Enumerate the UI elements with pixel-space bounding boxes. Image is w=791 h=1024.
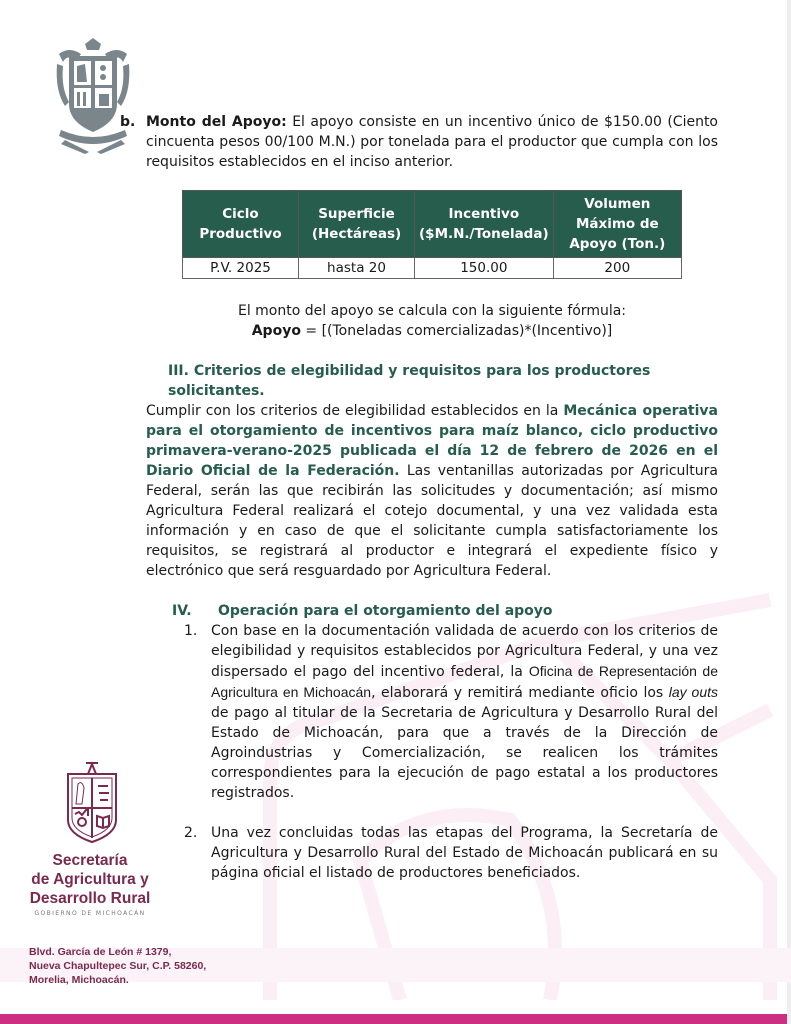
- section-3-title: III. Criterios de elegibilidad y requisitos para los productores solicitantes.: [168, 363, 651, 399]
- section-4-title: Operación para el otorgamiento del apoyo: [218, 603, 553, 619]
- list-item: [146, 621, 718, 803]
- org-line: de Agricultura y: [31, 871, 149, 888]
- header-incentivo: Incentivo ($M.N./Tonelada): [415, 191, 554, 258]
- footer-color-bar: [0, 1014, 787, 1024]
- org-line: Desarrollo Rural: [29, 890, 151, 907]
- step-1-text-c: de pago al titular de la Secretaria de Agricultura y Desarrollo Rural del Estado de Michoacán, para que a través de la Dirección de Agroindustrias y Comercialización, se realicen los trámites correspondientes para la ejecución de pago estatal a los productores registrados.: [211, 705, 718, 801]
- list-marker: b.: [120, 114, 136, 130]
- section-4-heading: [172, 601, 718, 621]
- step-1-text-b: , elaborará y remitirá mediante oficio los: [371, 685, 669, 701]
- step-1-text-a: Con base en la documentación validada de acuerdo con los criterios de elegibilidad y requisitos establecidos por Agricultura Federal, y una vez dispersado el pago del incentivo federal, la: [211, 623, 718, 680]
- header-volumen-maximo: Volumen Máximo de Apoyo (Ton.): [553, 191, 681, 258]
- support-amount-text: El apoyo consiste en un incentivo único de $150.00 (Ciento cincuenta pesos 00/100 M.N.) por tonelada para el productor que cumpla con los requisitos establecidos en el inciso anterior.: [146, 114, 719, 170]
- section-3-body: [146, 401, 718, 581]
- formula-label: Apoyo: [251, 323, 301, 339]
- secretaria-coat-of-arms-icon: [64, 760, 120, 844]
- address-line: Morelia, Michoacán.: [29, 974, 129, 986]
- support-amount-label: Monto del Apoyo:: [146, 114, 287, 130]
- step-1-italic: lay outs: [668, 684, 719, 700]
- support-table: [182, 190, 682, 279]
- cell-volumen: 200: [553, 258, 681, 279]
- support-amount-paragraph: [120, 112, 719, 172]
- cell-superficie: hasta 20: [299, 258, 415, 279]
- list-item-index: 1.: [184, 623, 198, 639]
- step-1-office: Oficina de Representación de Agricultura en Michoacán: [211, 663, 718, 700]
- cell-incentivo: 150.00: [415, 258, 554, 279]
- section-3-text-a: Cumplir con los criterios de elegibilidad establecidos en la: [146, 403, 564, 419]
- table-row: [183, 258, 682, 279]
- header-ciclo-productivo: Ciclo Productivo: [183, 191, 299, 258]
- formula-intro: El monto del apoyo se calcula con la siguiente fórmula:: [237, 303, 627, 319]
- table-header-row: [183, 191, 682, 258]
- list-item-index: 2.: [184, 825, 198, 841]
- header-superficie: Superficie (Hectáreas): [299, 191, 415, 258]
- address-line: Blvd. García de León # 1379,: [29, 946, 172, 958]
- section-3-text-b: Las ventanillas autorizadas por Agricultura Federal, serán las que recibirán las solicitudes y documentación; así mismo Agricultura Federal realizará el cotejo documental, y una vez validada esta información y en caso de que el solicitante cumpla satisfactoriamente los requisitos, se registrará al productor e integrará el expediente físico y electrónico que será resguardado por Agricultura Federal.: [146, 463, 718, 579]
- step-2-text: Una vez concluidas todas las etapas del Programa, la Secretaría de Agricultura y Desarrollo Rural del Estado de Michoacán publicará en su página oficial el listado de productores beneficiados.: [211, 825, 718, 881]
- government-label: GOBIERNO DE MICHOACÁN: [34, 910, 146, 917]
- address-line: Nueva Chapultepec Sur, C.P. 58260,: [29, 960, 207, 972]
- section-3-highlight: Mecánica operativa para el otorgamiento de incentivos para maíz blanco, ciclo productivo primavera-verano-2025 publicada el día 12 de febrero de 2026 en el Diario Oficial de la Federación.: [146, 403, 719, 479]
- section-4-number: IV.: [172, 603, 192, 619]
- state-coat-of-arms-icon: [55, 36, 131, 154]
- operation-steps-list: [146, 621, 718, 883]
- document-body: [120, 112, 719, 883]
- list-item: [146, 823, 718, 883]
- formula-expression-line: [146, 321, 718, 341]
- secretaria-logo-name: [28, 851, 152, 908]
- org-line: Secretaría: [52, 852, 128, 869]
- cell-ciclo: P.V. 2025: [183, 258, 299, 279]
- formula-expression: = [(Toneladas comercializadas)*(Incentivo)]: [300, 323, 613, 339]
- footer-address: [29, 945, 206, 987]
- formula-block: [146, 301, 718, 341]
